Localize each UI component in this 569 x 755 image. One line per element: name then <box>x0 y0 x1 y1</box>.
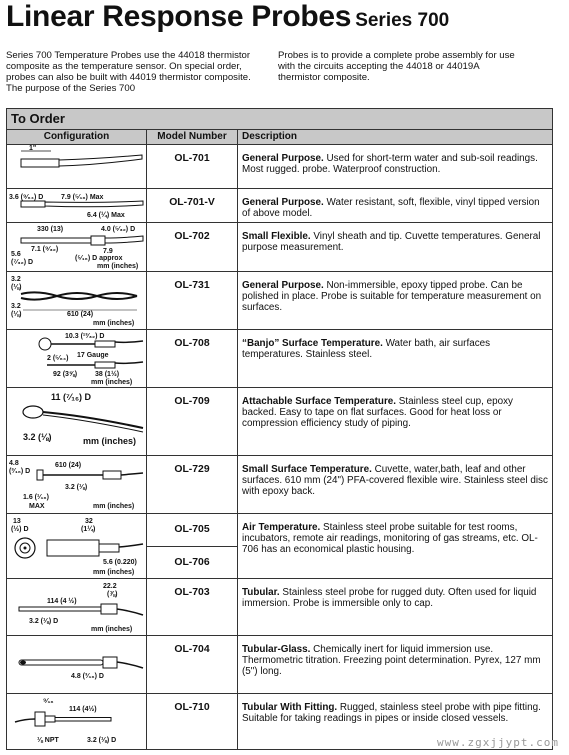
header-model-number: Model Number <box>147 130 238 144</box>
dim-label: (⁷⁄₃₂) D <box>11 259 34 266</box>
dim-label: ⁹⁄₁₆ <box>43 698 54 705</box>
probe-701-icon <box>7 145 147 188</box>
model-number: OL-708 <box>147 330 238 387</box>
description <box>238 636 552 693</box>
dim-label: 3.2 (⅛) <box>65 484 88 491</box>
description <box>238 330 552 387</box>
dim-label: 3.2 <box>11 276 21 283</box>
probe-701v-icon <box>7 189 147 222</box>
description <box>238 579 552 635</box>
description-title: General Purpose. <box>242 280 324 291</box>
description-text: Water resistant, soft, flexible, vinyl tipped version of above model. <box>242 197 540 219</box>
dim-label: 32 <box>85 518 93 525</box>
dim-label: 92 (3⅝) <box>53 371 78 378</box>
description-title: Tubular-Glass. <box>242 644 311 655</box>
dim-label: 38 (1½) <box>95 371 120 378</box>
description-text: Vinyl sheath and tip. Cuvette temperatures. General purpose measurement. <box>242 231 541 253</box>
dim-label: 7.1 (⁹⁄₃₂) <box>31 246 59 253</box>
description-text: Stainless steel probe suitable for test rooms, incubators, remote air readings, monitoring of gas streams, etc. OL-706 has an economical plastic housing. <box>242 522 538 555</box>
dim-label: 7.9 <box>103 248 113 255</box>
model-number: OL-709 <box>147 388 238 455</box>
description <box>238 223 552 271</box>
description-text: Water bath, air surfaces temperatures. Stainless steel. <box>242 338 491 360</box>
table-row <box>7 272 552 330</box>
dim-label: (⁵⁄₁₆) D approx <box>75 255 123 262</box>
description-text: Stainless steel cup, epoxy backed. Easy to tape on flat surfaces. Good for heat loss or compression efficiency study of piping. <box>242 396 513 429</box>
dim-label: 610 (24) <box>55 462 82 469</box>
intro-left: Series 700 Temperature Probes use the 44018 thermistor composite as the temperature sensor. On special order, probes can also be built with 44019 thermistor composite. The purpose of the Series 700 <box>6 50 251 94</box>
probe-703-icon <box>7 579 147 635</box>
title-series: Series 700 <box>355 10 450 31</box>
dim-label: 3.2 (⅛) D <box>29 618 59 625</box>
table-row <box>7 636 552 694</box>
probe-diagram <box>7 514 147 578</box>
probe-731-icon <box>7 272 147 329</box>
dim-label: mm (inches) <box>93 320 135 327</box>
dim-label: 3.6 (⁹⁄₆₄) D <box>9 194 44 201</box>
dim-label: (1¼) <box>81 526 96 533</box>
dim-label: 5.6 <box>11 251 21 258</box>
watermark-text: www.zgxjjypt.com <box>437 736 559 749</box>
dim-label: 1" <box>29 145 37 152</box>
model-number: OL-701 <box>147 145 238 188</box>
dim-label: 17 Gauge <box>77 352 109 359</box>
probe-diagram <box>7 223 147 271</box>
order-table <box>6 108 553 750</box>
header-configuration: Configuration <box>7 130 147 144</box>
description-title: Tubular With Fitting. <box>242 702 338 713</box>
description-title: Small Surface Temperature. <box>242 464 372 475</box>
probe-diagram <box>7 145 147 188</box>
description-title: Small Flexible. <box>242 231 311 242</box>
dim-label: 3.2 <box>11 303 21 310</box>
dim-label: 2 (⁵⁄₆₄) <box>47 355 69 362</box>
description-title: Air Temperature. <box>242 522 321 533</box>
probe-diagram <box>7 189 147 222</box>
dim-label: (⅛) <box>11 284 22 291</box>
dim-label: (³⁄₁₆) D <box>9 468 31 475</box>
dim-label: 22.2 <box>103 583 117 590</box>
table-row <box>7 579 552 636</box>
probe-708-icon <box>7 330 147 387</box>
dim-label: 4.8 <box>9 460 19 467</box>
probe-diagram <box>7 330 147 387</box>
table-row <box>7 330 552 388</box>
description <box>238 388 552 455</box>
intro-right: Probes is to provide a complete probe assembly for use with the circuits accepting the 44018 or 44019A thermistor composite. <box>278 50 515 83</box>
description-text: Chemically inert for liquid immersion use. Thermometric titration. Freezing point determination. Pyrex, 127 mm (5") long. <box>242 644 541 677</box>
model-number: OL-703 <box>147 579 238 635</box>
section-title: To Order <box>7 109 552 130</box>
dim-label: 1.6 (¹⁄₁₆) <box>23 494 49 501</box>
description-text: Cuvette, water,bath, leaf and other surfaces. 610 mm (24") PFA-covered flexible wire. Stainless steel disc with epoxy back. <box>242 464 548 497</box>
dim-label: (½) D <box>11 526 29 533</box>
table-header <box>7 130 552 145</box>
probe-diagram <box>7 636 147 693</box>
probe-709-icon <box>7 388 147 455</box>
probe-704-icon <box>7 636 147 693</box>
description-title: Attachable Surface Temperature. <box>242 396 397 407</box>
probe-diagram <box>7 388 147 455</box>
model-number: OL-701-V <box>147 189 238 222</box>
dim-label: (⅞) <box>107 591 118 598</box>
dim-label: 4.8 (³⁄₁₆) D <box>71 673 104 680</box>
description-text: Stainless steel probe for rugged duty. Often used for liquid immersion. Probe is immersible only to cap. <box>242 587 537 609</box>
dim-label: mm (inches) <box>93 569 135 576</box>
model-number: OL-705 <box>147 514 237 547</box>
dim-label: ⅛ NPT <box>37 737 59 744</box>
dim-label: mm (inches) <box>93 503 135 510</box>
description-text: Used for short-term water and sub-soil readings. Most rugged. probe. Waterproof construction. <box>242 153 538 175</box>
probe-729-icon <box>7 456 147 513</box>
dim-label: (⅛) <box>11 311 22 318</box>
description-text: Non-immersible, epoxy tipped probe. Can be polished in place. Probe is suitable for temperature measurement on surfaces. <box>242 280 542 313</box>
dim-label: 610 (24) <box>67 311 94 318</box>
model-number: OL-729 <box>147 456 238 513</box>
model-number-pair <box>147 514 238 578</box>
header-description: Description <box>242 131 298 142</box>
dim-label: mm (inches) <box>91 626 133 633</box>
title-main: Linear Response Probes <box>6 0 352 33</box>
dim-label: 11 (⁷⁄₁₆) D <box>51 392 92 402</box>
dim-label: 3.2 (⅛) <box>23 432 52 442</box>
dim-label: 114 (4½) <box>69 706 97 713</box>
description-title: Tubular. <box>242 587 280 598</box>
dim-label: 10.3 (¹³⁄₃₂) D <box>65 333 105 340</box>
probe-710-icon <box>7 694 147 750</box>
dim-label: mm (inches) <box>97 263 139 270</box>
dim-label: 7.9 (⁵⁄₁₆) Max <box>61 194 104 201</box>
table-row <box>7 223 552 272</box>
description-text: Rugged, stainless steel probe with pipe fitting. Suitable for taking readings in pipes or inside closed vessels. <box>242 702 541 724</box>
description-title: General Purpose. <box>242 197 324 208</box>
probe-diagram <box>7 694 147 750</box>
description <box>238 514 552 578</box>
model-number: OL-702 <box>147 223 238 271</box>
probe-diagram <box>7 272 147 329</box>
page-title <box>6 0 449 34</box>
dim-label: 5.6 (0.220) <box>103 559 137 566</box>
table-row <box>7 456 552 514</box>
description <box>238 189 552 222</box>
description-title: “Banjo” Surface Temperature. <box>242 338 383 349</box>
table-row <box>7 189 552 223</box>
dim-label: 3.2 (⅛) D <box>87 737 117 744</box>
probe-702-icon <box>7 223 147 271</box>
dim-label: MAX <box>29 503 45 510</box>
probe-diagram <box>7 456 147 513</box>
description-title: General Purpose. <box>242 153 324 164</box>
table-row <box>7 514 552 579</box>
model-number: OL-706 <box>174 556 210 568</box>
table-row <box>7 388 552 456</box>
description <box>238 145 552 188</box>
dim-label: mm (inches) <box>83 436 137 446</box>
dim-label: 13 <box>13 518 21 525</box>
model-number: OL-731 <box>147 272 238 329</box>
model-number: OL-704 <box>147 636 238 693</box>
description <box>238 272 552 329</box>
description <box>238 456 552 513</box>
probe-705-icon <box>7 514 147 578</box>
probe-diagram <box>7 579 147 635</box>
dim-label: 330 (13) <box>37 226 64 233</box>
table-row <box>7 145 552 189</box>
dim-label: 6.4 (¼) Max <box>87 212 125 219</box>
model-number: OL-710 <box>147 694 238 750</box>
dim-label: mm (inches) <box>91 379 133 386</box>
dim-label: 114 (4 ½) <box>47 598 77 605</box>
dim-label: 4.0 (⁵⁄₃₂) D <box>101 226 136 233</box>
